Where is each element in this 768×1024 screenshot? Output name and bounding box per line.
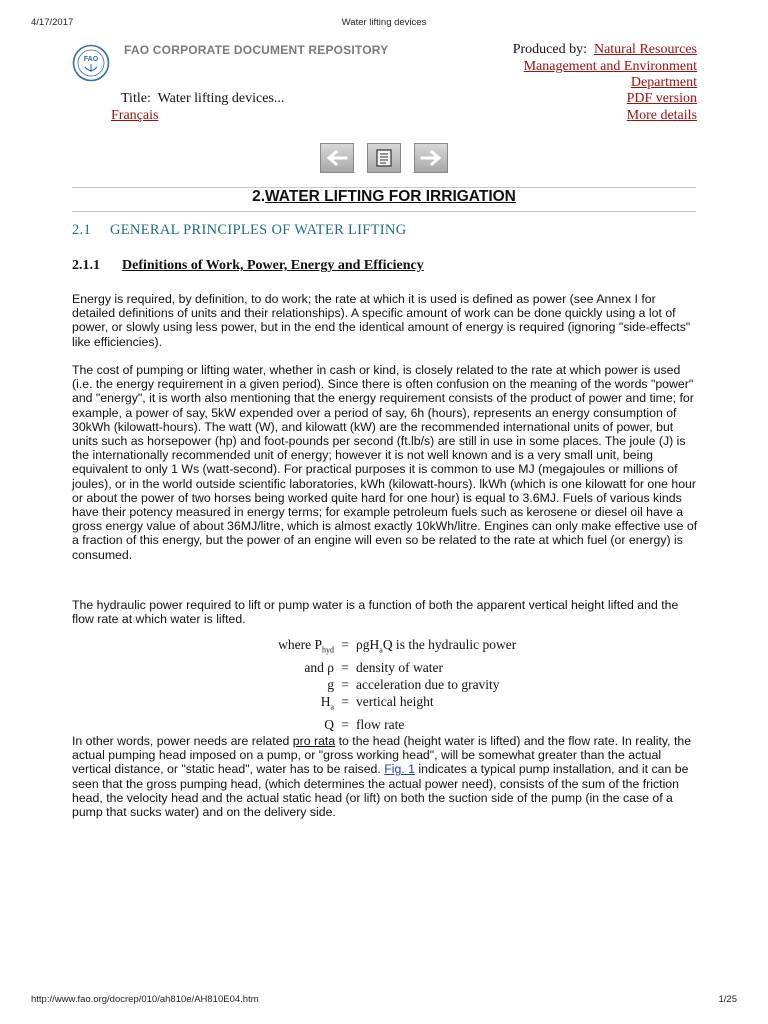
chapter-number: 2. xyxy=(252,188,266,205)
section-number: 2.1 xyxy=(72,222,92,238)
hydraulic-power-formula xyxy=(238,636,538,733)
section-heading xyxy=(72,222,406,239)
subsection-number: 2.1.1 xyxy=(72,258,100,273)
section-title: GENERAL PRINCIPLES OF WATER LIFTING xyxy=(110,222,407,238)
svg-text:FAO: FAO xyxy=(83,56,99,63)
doc-links xyxy=(627,91,697,124)
pdf-version-link[interactable]: PDF version xyxy=(626,91,697,106)
arrow-right-icon xyxy=(420,150,442,166)
print-page-number: 1/25 xyxy=(718,994,737,1005)
document-icon xyxy=(374,148,394,168)
document-title xyxy=(121,91,284,107)
paragraph-3: The hydraulic power required to lift or pump water is a function of both the apparent vertical height lifted and the flow rate at which water is lifted. xyxy=(72,598,679,627)
divider-bottom xyxy=(72,211,696,212)
fao-logo-icon[interactable] xyxy=(72,44,110,82)
paragraph-4: In other words, power needs are related pro rata to the head (height water is lifted) and the flow rate. In reality, the actual pumping head imposed on a pump, or "gross working head", will be somewhat greater than the actual vertical distance, or "static head", water has to be raised. Fig. 1 indicates a typical pump installation, and it can be seen that the gross pumping head, (which determines the actual power need), consists of the sum of the friction head, the velocity head and the actual static head (or lift) on both the suction side of the pump (in the case of a pump that sucks water) and on the delivery side. xyxy=(72,734,692,820)
subsection-title: Definitions of Work, Power, Energy and Efficiency xyxy=(122,258,424,273)
previous-page-button[interactable] xyxy=(320,143,354,173)
subsection-heading xyxy=(72,258,424,274)
table-of-contents-button[interactable] xyxy=(367,143,401,173)
formula-row: where $P_{hyd}$ = ρgH$_a$Q is the hydraulic power xyxy=(278,637,517,655)
formula-row: g = acceleration due to gravity xyxy=(327,677,500,693)
more-details-link[interactable]: More details xyxy=(626,107,697,123)
fig-1-link[interactable]: Fig. 1 xyxy=(384,762,415,777)
title-value: Water lifting devices... xyxy=(157,91,285,106)
produced-by xyxy=(467,42,697,92)
formula-row: Q = flow rate xyxy=(324,717,405,733)
department-link[interactable]: Natural Resources xyxy=(593,42,697,57)
paragraph-1: Energy is required, by definition, to do work; the rate at which it is used is defined as power (see Annex I for detailed definitions of units and their relationships). A specific amount of work can be done quickly using a lot of power, or slowly using less power, but in the end the identical amount of energy is required (ignoring "side-effects" like efficiencies). xyxy=(72,292,691,349)
chapter-title: WATER LIFTING FOR IRRIGATION xyxy=(265,188,516,205)
produced-by-label: Produced by: xyxy=(512,42,587,57)
print-date: 4/17/2017 xyxy=(31,17,74,28)
repository-name: FAO CORPORATE DOCUMENT REPOSITORY xyxy=(124,43,389,57)
formula-row: and ρ = density of water xyxy=(304,659,443,675)
paragraph-2: The cost of pumping or lifting water, whether in cash or kind, is closely related to the rate at which power is used (i.e. the energy requirement in a given period). Since there is often confusion on the meaning of the words "power" and "energy", it is worth also mentioning that the energy requirement consists of the product of power and time; for example, a power of say, 5kW expended over a period of say, 6h (hours), represents an energy consumption of 30kWh (kilowatt-hours). The watt (W), and kilowatt (kW) are the recommended international units of power, but units such as horsepower (hp) and foot-pounds per second (ft.lb/s) are still in use in some places. The joule (J) is the internationally recommended unit of energy; however it is not well known and is a very small unit, being equivalent to only 1 Ws (watt-second). For practical purposes it is common to use MJ (megajoules or millions of joules), or in the world outside scientific laboratories, kWh (kilowatt-hours). lkWh (which is one kilowatt for one hour or about the power of two horses being worked quite hard for one hour) is equal to 3.6MJ. Fuels of various kinds have their potency measured in energy terms; for example petroleum fuels such as kerosene or diesel oil have a gross energy value of about 36MJ/litre, which is almost exactly 10kWh/litre. Engines can only make effective use of a fraction of this energy, but the power of an engine will even so be related to the rate at which fuel (or energy) is consumed. xyxy=(72,363,698,562)
department-link-line2[interactable]: Management and Environment xyxy=(523,58,697,74)
chapter-heading xyxy=(72,188,696,206)
arrow-left-icon xyxy=(326,150,348,166)
print-url: http://www.fao.org/docrep/010/ah810e/AH810E04.htm xyxy=(31,994,259,1005)
francais-link[interactable]: Français xyxy=(111,108,159,123)
print-title: Water lifting devices xyxy=(341,17,427,28)
department-link-line3[interactable]: Department xyxy=(630,75,697,90)
pro-rata-term: pro rata xyxy=(292,734,336,748)
title-label: Title: xyxy=(121,91,151,106)
formula-row: $H_a$ = vertical height xyxy=(320,694,434,712)
next-page-button[interactable] xyxy=(414,143,448,173)
